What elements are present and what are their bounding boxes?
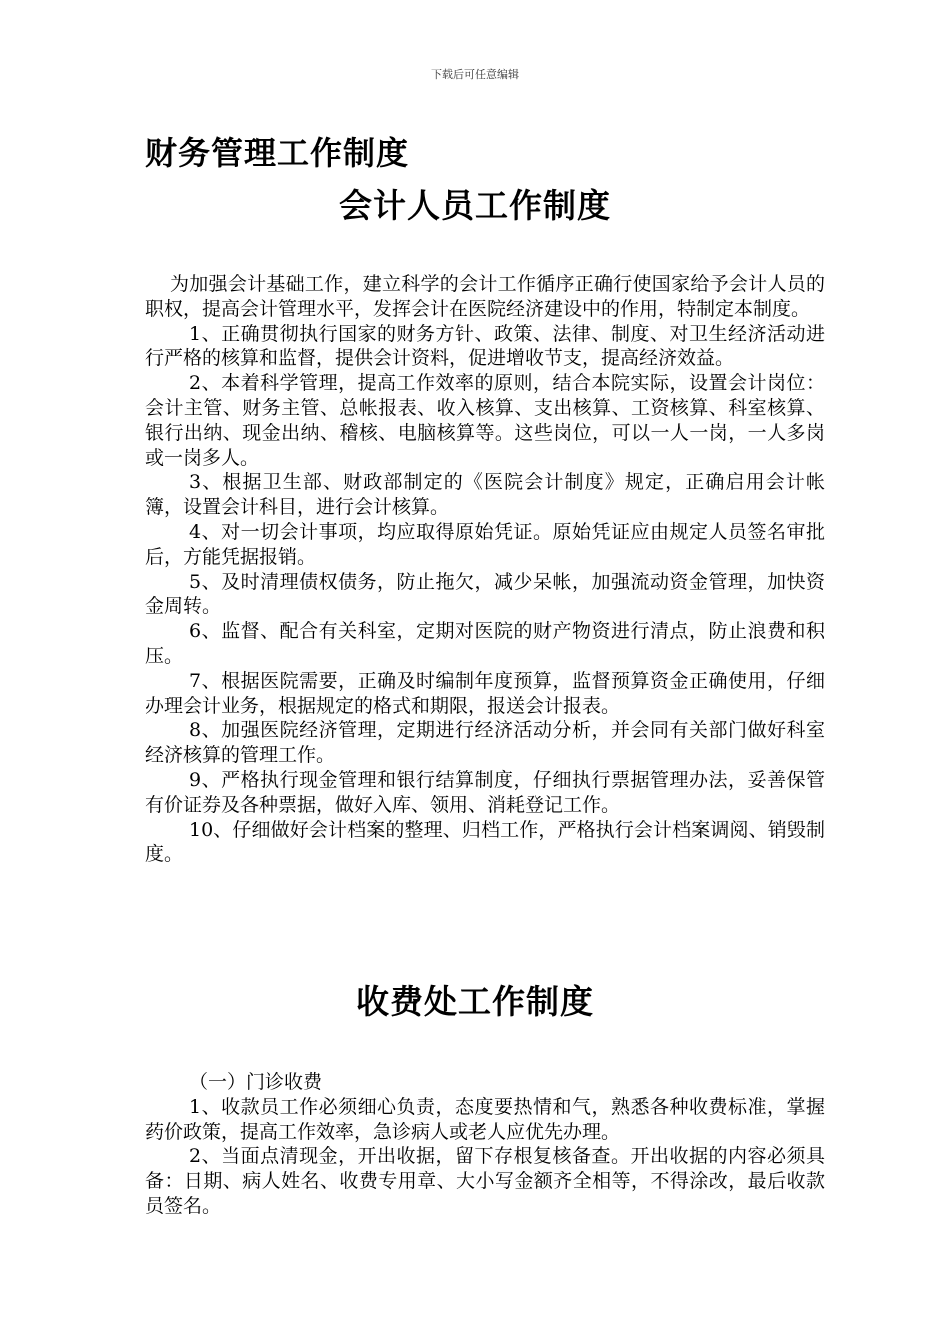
section-title-accounting: 会计人员工作制度 <box>339 186 611 225</box>
cashier-item-2: 2、当面点清现金，开出收据，留下存根复核备查。开出收据的内容必须具备：日期、病人姓名、收费专用章、大小写金额齐全相等，不得涂改，最后收款员签名。 <box>145 1145 825 1217</box>
rule-item-2: 2、本着科学管理，提高工作效率的原则，结合本院实际，设置会计岗位：会计主管、财务主管、总帐报表、收入核算、支出核算、工资核算、科室核算、银行出纳、现金出纳、稽核、电脑核算等。这些岗位，可以一人一岗，一人多岗或一岗多人。 <box>145 372 825 469</box>
rule-item-3: 3、根据卫生部、财政部制定的《医院会计制度》规定，正确启用会计帐簿，设置会计科目，进行会计核算。 <box>145 471 825 519</box>
header-note: 下载后可任意编辑 <box>431 68 519 81</box>
section-body-accounting <box>145 272 825 867</box>
rule-item-9: 9、严格执行现金管理和银行结算制度，仔细执行票据管理办法，妥善保管有价证券及各种票据，做好入库、领用、消耗登记工作。 <box>145 768 825 816</box>
rule-item-6: 6、监督、配合有关科室，定期对医院的财产物资进行清点，防止浪费和积压。 <box>145 620 825 667</box>
rule-item-1: 1、正确贯彻执行国家的财务方针、政策、法律、制度、对卫生经济活动进行严格的核算和监督，提供会计资料，促进增收节支，提高经济效益。 <box>145 322 825 370</box>
section-body-cashier <box>145 1070 825 1219</box>
intro-paragraph: 为加强会计基础工作，建立科学的会计工作循序正确行使国家给予会计人员的职权，提高会计管理水平，发挥会计在医院经济建设中的作用，特制定本制度。 <box>145 273 825 320</box>
subheading-outpatient: （一）门诊收费 <box>189 1071 323 1093</box>
rule-item-5: 5、及时清理债权债务，防止拖欠，减少呆帐，加强流动资金管理，加快资金周转。 <box>145 570 825 618</box>
rule-item-7: 7、根据医院需要，正确及时编制年度预算，监督预算资金正确使用，仔细办理会计业务，根据规定的格式和期限，报送会计报表。 <box>145 669 825 717</box>
rule-item-10: 10、仔细做好会计档案的整理、归档工作，严格执行会计档案调阅、销毁制度。 <box>145 818 825 866</box>
rule-item-4: 4、对一切会计事项，均应取得原始凭证。原始凭证应由规定人员签名审批后，方能凭据报销。 <box>145 520 825 568</box>
cashier-item-1: 1、收款员工作必须细心负责，态度要热情和气，熟悉各种收费标准，掌握药价政策，提高工作效率，急诊病人或老人应优先办理。 <box>145 1095 825 1143</box>
section-title-cashier: 收费处工作制度 <box>356 982 594 1021</box>
rule-item-8: 8、加强医院经济管理，定期进行经济活动分析，并会同有关部门做好科室经济核算的管理工作。 <box>145 719 825 767</box>
document-title: 财务管理工作制度 <box>145 134 410 172</box>
